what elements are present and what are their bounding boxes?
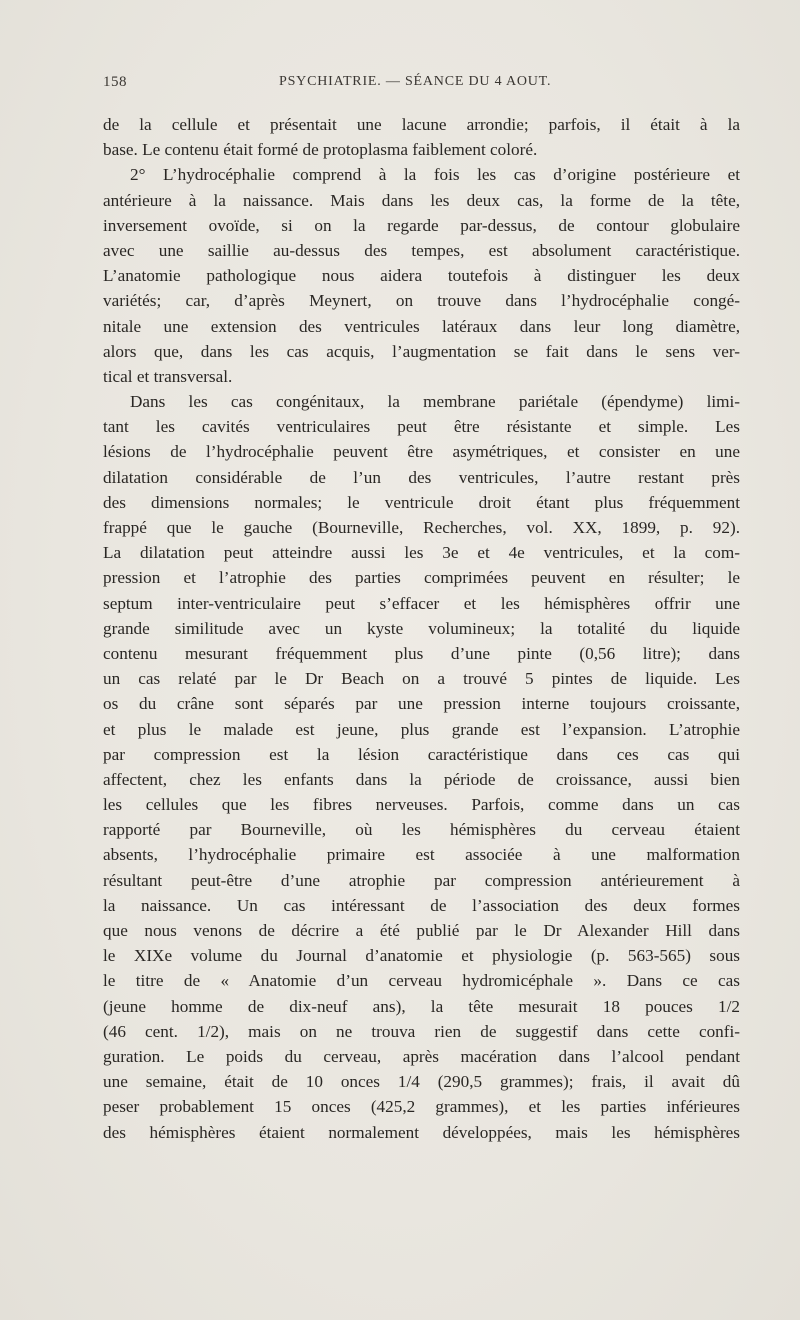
text-line: nitale une extension des ventricules latéraux dans leur long diamètre, — [103, 316, 740, 336]
running-head — [103, 74, 743, 96]
text-line: affectent, chez les enfants dans la période de croissance, aussi bien — [103, 769, 740, 789]
text-line: contenu mesurant fréquemment plus d’une pinte (0,56 litre); dans — [103, 643, 740, 663]
text-line: os du crâne sont séparés par une pression interne toujours croissante, — [103, 694, 740, 714]
text-line: frappé que le gauche (Bourneville, Recherches, vol. XX, 1899, p. 92). — [103, 518, 740, 537]
text-line: (46 cent. 1/2), mais on ne trouva rien de suggestif dans cette confi- — [103, 1021, 740, 1041]
text-line: (jeune homme de dix-neuf ans), la tête mesurait 18 pouces 1/2 — [103, 996, 740, 1016]
text-line: inversement ovoïde, si on la regarde par-dessus, de contour globulaire — [103, 215, 740, 235]
text-line: alors que, dans les cas acquis, l’augmentation se fait dans le sens ver- — [103, 341, 740, 361]
text-line: antérieure à la naissance. Mais dans les deux cas, la forme de la tête, — [103, 190, 740, 210]
text-line: L’anatomie pathologique nous aidera toutefois à distinguer les deux — [103, 266, 740, 286]
body-text — [103, 112, 740, 1145]
text-line: peser probablement 15 onces (425,2 grammes), et les parties inférieures — [103, 1097, 740, 1117]
text-line: septum inter-ventriculaire peut s’effacer et les hémisphères offrir une — [103, 593, 740, 613]
text-line: des dimensions normales; le ventricule droit étant plus fréquemment — [103, 492, 740, 512]
text-line: tical et transversal. — [103, 366, 233, 386]
text-line: base. Le contenu était formé de protoplasma faiblement coloré. — [103, 140, 538, 160]
text-line: la naissance. Un cas intéressant de l’association des deux formes — [103, 895, 740, 915]
text-line: résultant peut-être d’une atrophie par compression antérieurement à — [103, 870, 740, 890]
text-line: de la cellule et présentait une lacune arrondie; parfois, il était à la — [103, 115, 740, 134]
text-line: les cellules que les fibres nerveuses. Parfois, comme dans un cas — [103, 795, 740, 815]
page-number: 158 — [103, 74, 127, 90]
text-line: un cas relaté par le Dr Beach on a trouvé 5 pintes de liquide. Les — [103, 669, 740, 689]
text-line: grande similitude avec un kyste volumineux; la totalité du liquide — [103, 618, 740, 638]
text-line: 2° L’hydrocéphalie comprend à la fois les cas d’origine postérieure et — [130, 165, 740, 185]
text-line: pression et l’atrophie des parties comprimées peuvent en résulter; le — [103, 568, 740, 588]
text-line: lésions de l’hydrocéphalie peuvent être asymétriques, et consister en une — [103, 442, 740, 462]
text-line: des hémisphères étaient normalement développées, mais les hémisphères — [103, 1122, 740, 1142]
text-line: avec une saillie au-dessus des tempes, est absolument caractéristique. — [103, 240, 740, 260]
text-line: dilatation considérable de l’un des ventricules, l’autre restant près — [103, 467, 740, 487]
text-line: par compression est la lésion caractéristique dans ces cas qui — [103, 744, 740, 764]
text-line: rapporté par Bourneville, où les hémisphères du cerveau étaient — [103, 820, 740, 840]
text-line: et plus le malade est jeune, plus grande est l’expansion. L’atrophie — [103, 719, 740, 739]
text-line: tant les cavités ventriculaires peut être résistante et simple. Les — [103, 417, 740, 437]
text-line: le titre de « Anatomie d’un cerveau hydromicéphale ». Dans ce cas — [103, 971, 740, 991]
text-line: une semaine, était de 10 onces 1/4 (290,5 grammes); frais, il avait dû — [103, 1072, 740, 1092]
text-line: Dans les cas congénitaux, la membrane pariétale (épendyme) limi- — [130, 392, 740, 412]
text-line: La dilatation peut atteindre aussi les 3e et 4e ventricules, et la com- — [103, 543, 740, 563]
running-title: PSYCHIATRIE. — SÉANCE DU 4 AOUT. — [279, 74, 552, 89]
text-line: le XIXe volume du Journal d’anatomie et physiologie (p. 563-565) sous — [103, 946, 740, 966]
text-line: variétés; car, d’après Meynert, on trouve dans l’hydrocéphalie congé- — [103, 291, 740, 311]
text-line: que nous venons de décrire a été publié par le Dr Alexander Hill dans — [103, 921, 740, 940]
text-line: absents, l’hydrocéphalie primaire est associée à une malformation — [103, 845, 740, 865]
text-line: guration. Le poids du cerveau, après macération dans l’alcool pendant — [103, 1046, 740, 1066]
